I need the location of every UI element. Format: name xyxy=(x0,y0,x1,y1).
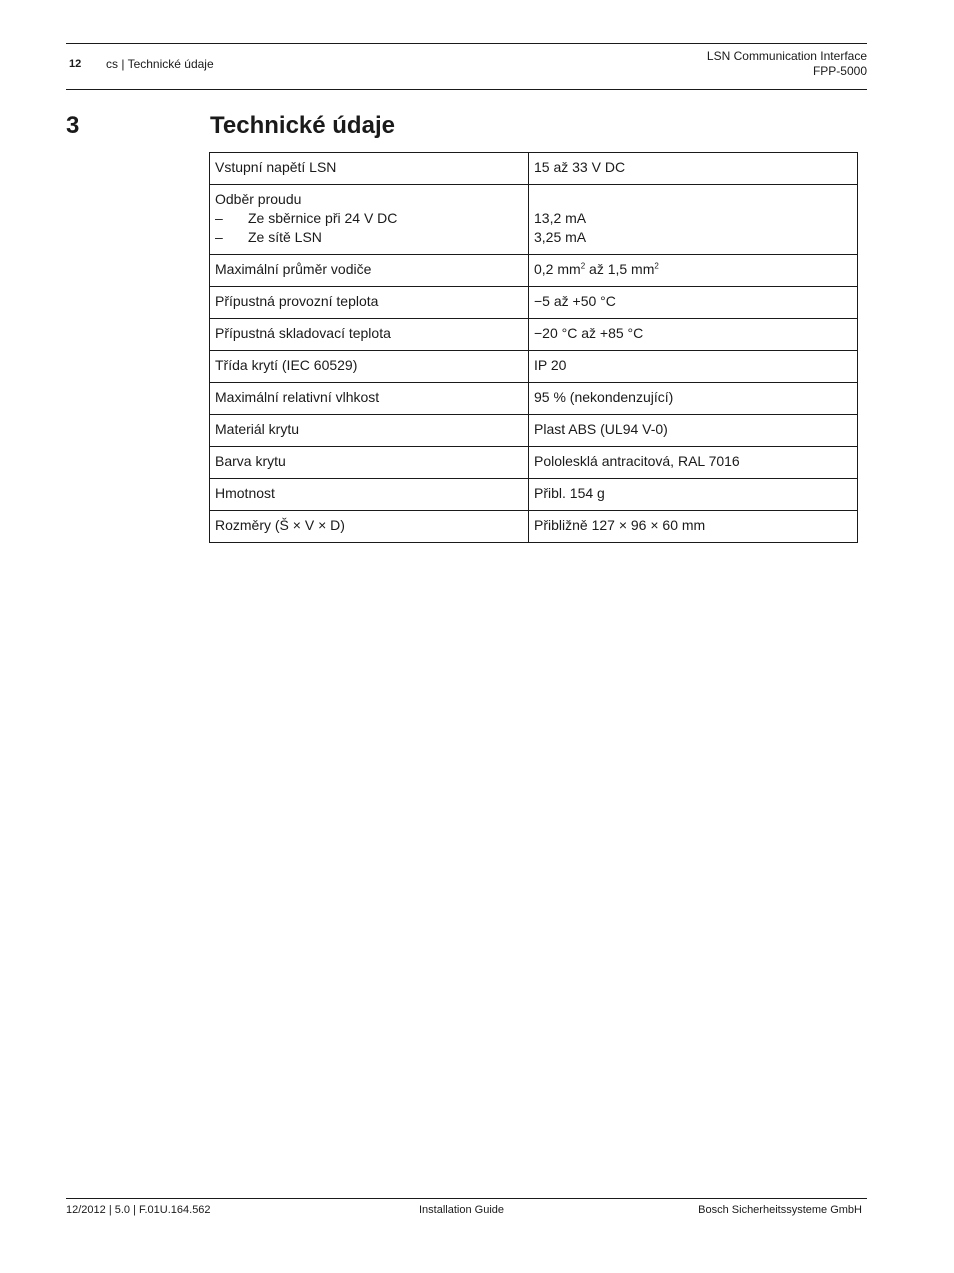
footer-company: Bosch Sicherheitssysteme GmbH xyxy=(698,1204,862,1216)
footer-doc-info: 12/2012 | 5.0 | F.01U.164.562 xyxy=(66,1204,211,1216)
spec-value-cell xyxy=(529,185,858,255)
spec-value: IP 20 xyxy=(529,351,858,383)
table-row xyxy=(210,447,858,479)
spec-value: Přibližně 127 × 96 × 60 mm xyxy=(529,511,858,543)
spec-label: Odběr proudu xyxy=(215,191,302,207)
spec-label: Přípustná skladovací teplota xyxy=(210,319,529,351)
spec-label: Materiál krytu xyxy=(210,415,529,447)
page-number: 12 xyxy=(69,58,82,70)
list-item xyxy=(215,228,523,247)
spec-label: Přípustná provozní teplota xyxy=(210,287,529,319)
spec-value: 13,2 mA xyxy=(534,210,587,226)
spec-value: −20 °C až +85 °C xyxy=(529,319,858,351)
table-row xyxy=(210,383,858,415)
spec-value: 0,2 mm xyxy=(534,261,581,277)
spec-value: až 1,5 mm xyxy=(585,261,655,277)
spec-label: Hmotnost xyxy=(210,479,529,511)
table-row xyxy=(210,319,858,351)
product-name xyxy=(707,49,867,79)
superscript: 2 xyxy=(654,261,659,271)
header-bottom-rule xyxy=(66,89,867,90)
spec-label: Maximální relativní vlhkost xyxy=(210,383,529,415)
table-row xyxy=(210,351,858,383)
spec-label: Maximální průměr vodiče xyxy=(210,255,529,287)
footer-doc-type: Installation Guide xyxy=(419,1204,504,1216)
header-top-rule xyxy=(66,43,867,44)
spec-label: Vstupní napětí LSN xyxy=(210,153,529,185)
chapter-title: Technické údaje xyxy=(210,112,395,139)
technical-data-table xyxy=(209,152,858,543)
list-dash: – xyxy=(215,229,223,245)
superscript: 2 xyxy=(580,261,586,271)
spec-value: Pololesklá antracitová, RAL 7016 xyxy=(529,447,858,479)
spec-value: Přibl. 154 g xyxy=(529,479,858,511)
footer-rule xyxy=(66,1198,867,1199)
table-row xyxy=(210,511,858,543)
section-breadcrumb: cs | Technické údaje xyxy=(106,57,214,71)
spec-value: 15 až 33 V DC xyxy=(529,153,858,185)
spec-label: Třída krytí (IEC 60529) xyxy=(210,351,529,383)
spec-sublabel: Ze sítě LSN xyxy=(248,229,322,245)
product-name-line1: LSN Communication Interface xyxy=(706,49,867,63)
table-row xyxy=(210,479,858,511)
spec-value: −5 až +50 °C xyxy=(529,287,858,319)
spec-label-cell xyxy=(210,185,529,255)
chapter-number: 3 xyxy=(66,112,80,139)
product-model: FPP-5000 xyxy=(812,64,867,78)
list-dash: – xyxy=(215,210,223,226)
spec-value: 3,25 mA xyxy=(534,229,587,245)
spec-sublabel: Ze sběrnice při 24 V DC xyxy=(248,210,398,226)
table-row xyxy=(210,415,858,447)
list-item xyxy=(215,209,523,228)
table-row xyxy=(210,255,858,287)
spec-value-cell xyxy=(529,255,858,287)
table-row xyxy=(210,287,858,319)
spec-value: Plast ABS (UL94 V-0) xyxy=(529,415,858,447)
spec-value: 95 % (nekondenzující) xyxy=(529,383,858,415)
spec-label: Barva krytu xyxy=(210,447,529,479)
table-row xyxy=(210,185,858,255)
spec-label: Rozměry (Š × V × D) xyxy=(210,511,529,543)
table-row xyxy=(210,153,858,185)
